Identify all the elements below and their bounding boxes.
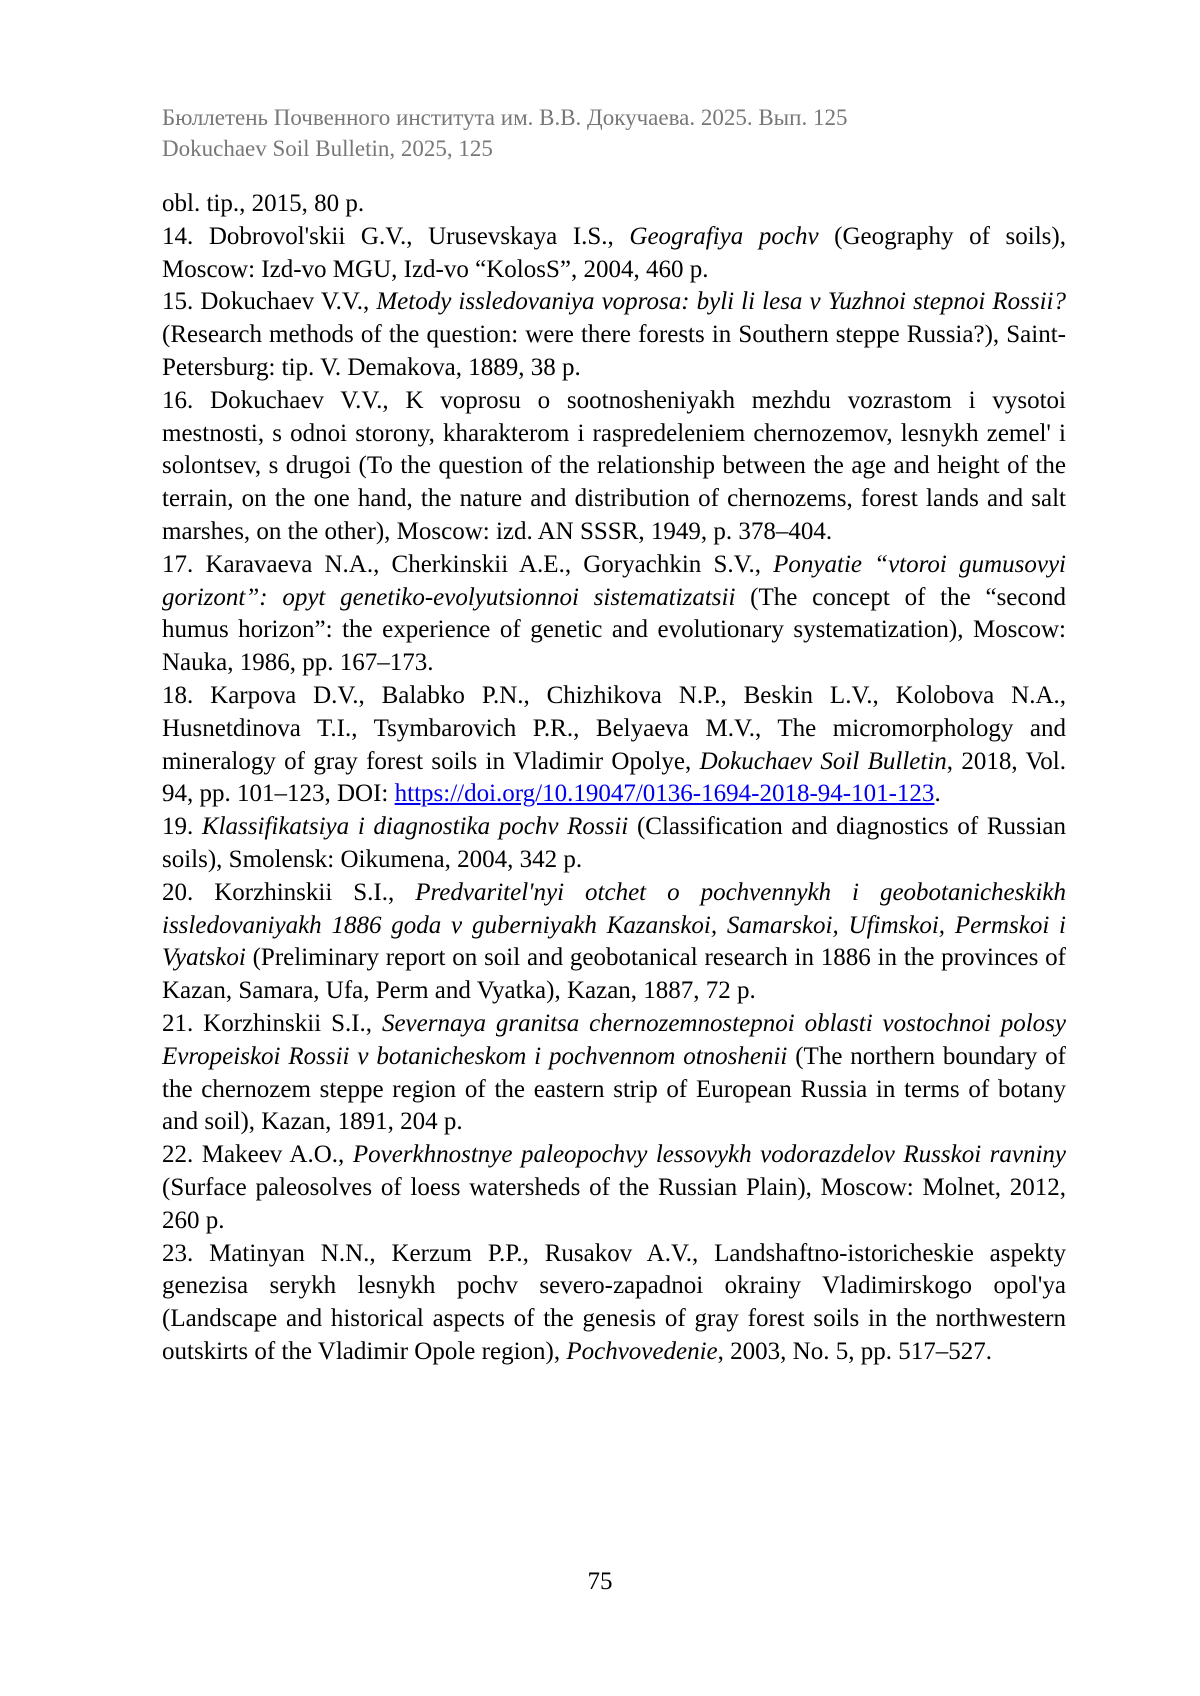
reference-list — [162, 188, 1066, 1369]
header-english: Dokuchaev Soil Bulletin, 2025, 125 — [162, 136, 493, 161]
reference-authors: Karavaeva N.A., Cherkinskii A.E., Goryachkin S.V., — [205, 550, 761, 578]
reference-details: (Surface paleosolves of loess watersheds of the Russian Plain), Moscow: Molnet, 2012, 260 p. — [162, 1173, 1066, 1234]
page-number: 75 — [587, 1568, 613, 1595]
reference-number: 17. — [162, 550, 194, 578]
reference-authors: Karpova D.V., Balabko P.N., Chizhikova N.P., Beskin L.V., Kolobova N.A., Husnetdinova T.I., Tsymbarovich P.R., Belyaeva M.V., The micromorphology and mineralogy of gray forest soils in Vladimir Opolye, — [162, 681, 1067, 775]
reference-number: 20. — [162, 878, 194, 906]
reference-authors: Dokuchaev V.V., — [200, 288, 370, 316]
reference-text: obl. tip., 2015, 80 p. — [162, 190, 365, 217]
reference-details: (Geography of soils), Moscow: Izd-vo MGU, Izd-vo “KolosS”, 2004, 460 p. — [162, 222, 1066, 283]
reference-number: 14. — [162, 222, 194, 250]
header-russian: Бюллетень Почвенного института им. В.В. Докучаева. 2025. Вып. 125 — [162, 105, 848, 130]
reference-continuation — [162, 188, 1066, 221]
reference-19 — [162, 811, 1066, 877]
reference-23 — [162, 1238, 1066, 1369]
reference-authors: Korzhinskii S.I., — [203, 1009, 373, 1037]
running-header — [162, 102, 1062, 164]
reference-number: 15. — [162, 288, 194, 316]
reference-20 — [162, 877, 1066, 1008]
reference-title: Klassifikatsiya i diagnostika pochv Rossii — [201, 813, 629, 841]
reference-title: Severnaya granitsa chernozemnostepnoi oblasti vostochnoi polosy Evropeiskoi Rossii v botanicheskom i pochvennom otnoshenii — [162, 1009, 1066, 1070]
reference-details: (Classification and diagnostics of Russian soils), Smolensk: Oikumena, 2004, 342 p. — [162, 813, 1067, 873]
reference-details: , 2003, No. 5, pp. 517–527. — [717, 1337, 992, 1365]
reference-17 — [162, 549, 1066, 680]
reference-title: Poverkhnostnye paleopochvy lessovykh vodorazdelov Russkoi ravniny — [352, 1141, 1067, 1169]
reference-number: 23. — [162, 1239, 194, 1267]
reference-title: Ponyatie “vtoroi gumusovyi gorizont”: opyt genetiko-evolyutsionnoi sistematizatsii — [162, 550, 1066, 611]
reference-number: 16. — [162, 386, 194, 414]
reference-text: Dokuchaev V.V., K voprosu o sootnosheniyakh mezhdu vozrastom i vysotoi mestnosti, s odnoi storony, kharakterom i raspredeleniem chernozemov, lesnykh zemel' i solontsev, s drugoi (To the question of the relationship between the age and height of the terrain, on the one hand, the nature and distribution of chernozems, forest lands and salt marshes, on the other), Moscow: izd. AN SSSR, 1949, p. 378–404. — [162, 386, 1066, 545]
reference-details: (The concept of the “second humus horizon”: the experience of genetic and evolutionary systematization), Moscow: Nauka, 1986, pp. 167–173. — [162, 583, 1066, 677]
reference-authors: Korzhinskii S.I., — [214, 878, 395, 906]
reference-title: Predvaritel'nyi otchet o pochvennykh i geobotanicheskikh issledovaniyakh 1886 goda v guberniyakh Kazanskoi, Samarskoi, Ufimskoi, Permskoi i Vyatskoi — [162, 878, 1067, 972]
reference-title: Metody issledovaniya voprosa: byli li lesa v Yuzhnoi stepnoi Rossii? — [376, 288, 1067, 316]
reference-authors: Matinyan N.N., Kerzum P.P., Rusakov A.V., Landshaftno-istoricheskie aspekty genezisa serykh lesnykh pochv severo-zapadnoi okrainy Vladimirskogo opol'ya (Landscape and historical aspects of the genesis of gray forest soils in the northwestern outskirts of the Vladimir Opole region), — [162, 1239, 1067, 1365]
reference-number: 19. — [162, 813, 194, 841]
reference-16 — [162, 385, 1066, 549]
reference-title: Geografiya pochv — [629, 222, 819, 250]
reference-details: (Preliminary report on soil and geobotanical research in 1886 in the provinces of Kazan, Samara, Ufa, Perm and Vyatka), Kazan, 1887, 72 p. — [162, 944, 1067, 1005]
reference-number: 22. — [162, 1141, 194, 1169]
reference-18 — [162, 680, 1066, 811]
reference-details: , 2018, Vol. 94, pp. 101–123, DOI: — [162, 747, 1067, 808]
reference-authors: Makeev A.O., — [201, 1141, 345, 1169]
reference-authors: Dobrovol'skii G.V., Urusevskaya I.S., — [208, 222, 614, 250]
reference-journal: Dokuchaev Soil Bulletin — [699, 747, 947, 775]
reference-15 — [162, 286, 1066, 384]
reference-details: (Research methods of the question: were there forests in Southern steppe Russia?), Saint-Petersburg: tip. V. Demakova, 1889, 38 p. — [162, 321, 1066, 381]
doi-link[interactable]: https://doi.org/10.19047/0136-1694-2018-94-101-123 — [394, 780, 935, 808]
reference-journal: Pochvovedenie — [566, 1337, 718, 1365]
reference-number: 21. — [162, 1009, 194, 1037]
reference-21 — [162, 1008, 1066, 1139]
reference-details: (The northern boundary of the chernozem steppe region of the eastern strip of European Russia in terms of botany and soil), Kazan, 1891, 204 p. — [162, 1042, 1066, 1136]
reference-22 — [162, 1139, 1066, 1237]
reference-number: 18. — [162, 681, 194, 709]
reference-tail: . — [934, 780, 941, 808]
reference-14 — [162, 221, 1066, 287]
